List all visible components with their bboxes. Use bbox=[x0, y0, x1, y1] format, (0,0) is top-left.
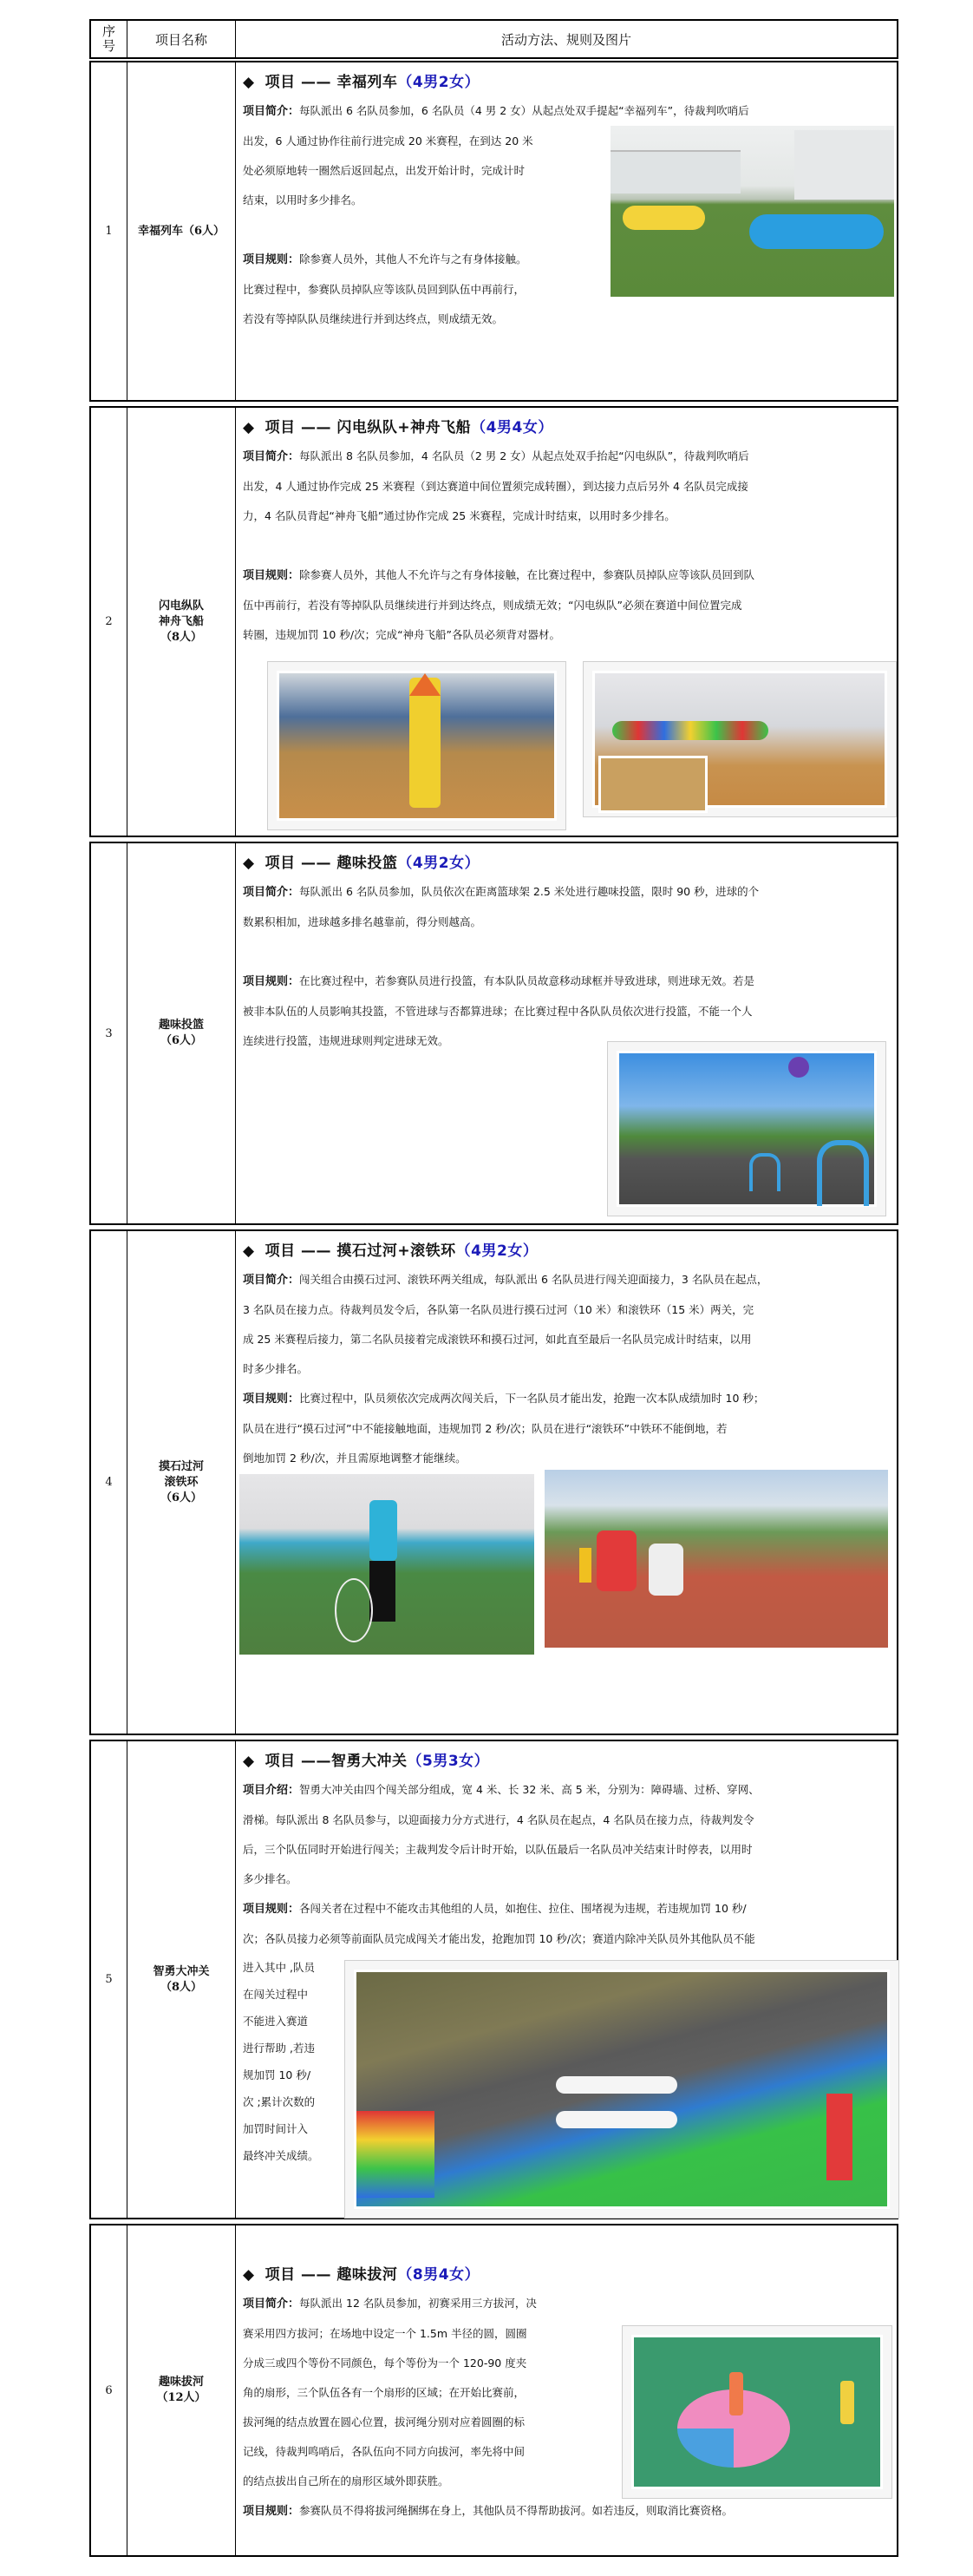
intro-text: 项目简介：闯关组合由摸石过河、滚铁环两关组成，每队派出 6 名队员进行闯关迎面接力，3 名队员在起点， bbox=[243, 1273, 768, 1287]
item-title: ◆ 项目 —— 闪电纵队+神舟飞船（4男4女） bbox=[243, 419, 553, 436]
table-row bbox=[89, 61, 898, 402]
table-row bbox=[89, 1740, 898, 2219]
diamond-icon: ◆ bbox=[243, 1753, 255, 1770]
intro-text: 项目简介：每队派出 12 名队员参加，初赛采用三方拔河，决 bbox=[243, 2297, 537, 2311]
diamond-icon: ◆ bbox=[243, 2266, 255, 2284]
row-name: 摸石过河 滚铁环 （6人） bbox=[127, 1231, 236, 1734]
team-composition: （4男2女） bbox=[455, 1242, 539, 1260]
row-name: 趣味拔河 （12人） bbox=[127, 2225, 236, 2555]
row-number: 6 bbox=[91, 2225, 127, 2555]
row-number: 1 bbox=[91, 62, 127, 400]
intro-text: 项目简介：每队派出 8 名队员参加，4 名队员（2 男 2 女）从起点处双手抬起“闪电纵队”，待裁判吹哨后 bbox=[243, 449, 749, 463]
item-title: ◆ 项目 —— 摸石过河+滚铁环（4男2女） bbox=[243, 1242, 539, 1260]
rule-text: 项目规则：各闯关者在过程中不能攻击其他组的人员，如抱住、拉住、围堵视为违规，若违规加罚 10 秒/ bbox=[243, 1902, 747, 1916]
row-name: 幸福列车（6人） bbox=[127, 62, 236, 400]
row-name: 趣味投篮 （6人） bbox=[127, 843, 236, 1223]
row-number: 2 bbox=[91, 408, 127, 836]
diamond-icon: ◆ bbox=[243, 419, 255, 436]
rule-text-narrow: 进入其中 ,队员 在闯关过程中 不能进入赛道 进行帮助 ,若违 规加罚 10 秒/ 次 ;累计次数的 加罚时间计入 最终冲关成绩。 bbox=[243, 1961, 319, 2162]
photo-rocket bbox=[267, 661, 566, 830]
photo-happy-train bbox=[611, 126, 894, 297]
row-number: 5 bbox=[91, 1741, 127, 2218]
rule-text: 项目规则：参赛队员不得将拔河绳捆绑在身上，其他队员不得帮助拔河。如若违反，则取消比赛资格。 bbox=[243, 2504, 734, 2518]
row-content: ◆ 项目 —— 闪电纵队+神舟飞船（4男4女） 项目简介：每队派出 8 名队员参加，4 名队员（2 男 2 女）从起点处双手抬起“闪电纵队”，待裁判吹哨后 出发，4 人通过协作完成 25 米赛程（到达赛道中间位置须完成转圈），到达接力点后另外 4 名队员完成接 力，4 名队员背起“神舟飞船”通过协作完成 25 米赛程，完成计时结束，以用时多少排名。 项目规则：除参赛人员外，其他人不允许与之有身体接触，在比赛过程中，参赛队员掉队应等该队员回到队 伍中再前行，若没有等掉队队员继续进行并到达终点，则成绩无效；“闪电纵队”必须在赛道中间位置完成 转圈，违规加罚 10 秒/次；完成“神舟飞船”各队员必须背对器材。 bbox=[236, 408, 897, 836]
diamond-icon: ◆ bbox=[243, 74, 255, 91]
photo-obstacle-course bbox=[344, 1960, 899, 2219]
item-title: ◆ 项目 ——智勇大冲关（5男3女） bbox=[243, 1753, 490, 1770]
item-title: ◆ 项目 —— 幸福列车（4男2女） bbox=[243, 74, 480, 91]
intro-text: 项目简介：每队派出 6 名队员参加，6 名队员（4 男 2 女）从起点处双手提起“幸福列车”，待裁判吹哨后 bbox=[243, 104, 749, 118]
diamond-icon: ◆ bbox=[243, 855, 255, 872]
team-composition: （4男2女） bbox=[397, 74, 480, 91]
row-content: ◆ 项目 —— 幸福列车（4男2女） 项目简介：每队派出 6 名队员参加，6 名队员（4 男 2 女）从起点处双手提起“幸福列车”，待裁判吹哨后 出发，6 人通过协作往前行进完成 20 米赛程，在到达 20 米 处必须原地转一圈然后返回起点，出发开始计时，完成计时 结束，以用时多少排名。 项目规则：除参赛人员外，其他人不允许与之有身体接触。 比赛过程中，参赛队员掉队应等该队员回到队伍中再前行， 若没有等掉队队员继续进行并到达终点，则成绩无效。 bbox=[236, 62, 897, 400]
intro-text: 项目介绍：智勇大冲关由四个闯关部分组成，宽 4 米、长 32 米、高 5 米，分别为：障碍墙、过桥、穿网、 bbox=[243, 1783, 760, 1797]
row-content: ◆ 项目 —— 趣味投篮（4男2女） 项目简介：每队派出 6 名队员参加，队员依次在距离篮球架 2.5 米处进行趣味投篮，限时 90 秒，进球的个 数累积相加，进球越多排名越靠前，得分则越高。 项目规则：在比赛过程中，若参赛队员进行投篮，有本队队员故意移动球框并导致进球，则进球无效。若是 被非本队伍的人员影响其投篮，不管进球与否都算进球；在比赛过程中各队队员依次进行投篮，不能一个人 连续进行投篮，违规进球则判定进球无效。 bbox=[236, 843, 897, 1223]
team-composition: （4男4女） bbox=[471, 419, 553, 436]
rule-text: 项目规则：比赛过程中，队员须依次完成两次闯关后，下一名队员才能出发，抢跑一次本队成绩加时 10 秒； bbox=[243, 1392, 765, 1406]
photo-stone-crossing bbox=[545, 1470, 888, 1648]
photo-iron-hoop bbox=[239, 1474, 534, 1655]
rule-text: 项目规则：除参赛人员外，其他人不允许与之有身体接触，在比赛过程中，参赛队员掉队应等该队员回到队 bbox=[243, 568, 755, 582]
table-row bbox=[89, 2224, 898, 2557]
row-number: 4 bbox=[91, 1231, 127, 1734]
row-content: ◆ 项目 ——智勇大冲关（5男3女） 项目介绍：智勇大冲关由四个闯关部分组成，宽 4 米、长 32 米、高 5 米，分别为：障碍墙、过桥、穿网、 滑梯。每队派出 8 名队员参与，以迎面接力分方式进行，4 名队员在起点，4 名队员在接力点，待裁判发令 后，三个队伍同时开始进行闯关；主裁判发令后计时开始，以队伍最后一名队员冲关结束计时停表，以用时 多少排名。 项目规则：各闯关者在过程中不能攻击其他组的人员，如抱住、拉住、围堵视为违规，若违规加罚 10 秒/ 次；各队员接力必须等前面队员完成闯关才能出发，抢跑加罚 10 秒/次；赛道内除冲关队员外其他队员不能 进入其中 ,队员 在闯关过程中 不能进入赛道 进行帮助 ,若违 规加罚 10 秒/ 次 ;累计次数的 加罚时间计入 最终冲关成绩。 bbox=[236, 1741, 897, 2218]
intro-text: 项目简介：每队派出 6 名队员参加，队员依次在距离篮球架 2.5 米处进行趣味投篮，限时 90 秒，进球的个 bbox=[243, 885, 760, 899]
row-content: ◆ 项目 —— 趣味拔河（8男4女） 项目简介：每队派出 12 名队员参加，初赛采用三方拔河，决 赛采用四方拔河；在场地中设定一个 1.5m 半径的圆，圆圈 分成三或四个等份不同颜色，每个等份为一个 120-90 度夹 角的扇形，三个队伍各有一个扇形的区域；在开始比赛前， 拔河绳的结点放置在圆心位置，拔河绳分别对应着圆圈的标 记线，待裁判鸣哨后，各队伍向不同方向拔河，率先将中间 的结点拔出自己所在的扇形区域外即获胜。 项目规则：参赛队员不得将拔河绳捆绑在身上，其他队员不得帮助拔河。如若违反，则取消比赛资格。 bbox=[236, 2225, 897, 2555]
team-composition: （8男4女） bbox=[397, 2266, 480, 2284]
team-composition: （4男2女） bbox=[397, 855, 480, 872]
item-title: ◆ 项目 —— 趣味拔河（8男4女） bbox=[243, 2266, 480, 2284]
table-row bbox=[89, 842, 898, 1225]
row-content: ◆ 项目 —— 摸石过河+滚铁环（4男2女） 项目简介：闯关组合由摸石过河、滚铁环两关组成，每队派出 6 名队员进行闯关迎面接力，3 名队员在起点， 3 名队员在接力点。待裁判员发令后，各队第一名队员进行摸石过河（10 米）和滚铁环（15 米）两关，完 成 25 米赛程后接力，第二名队员接着完成滚铁环和摸石过河，如此直至最后一名队员完成计时结束，以用 时多少排名。 项目规则：比赛过程中，队员须依次完成两次闯关后，下一名队员才能出发，抢跑一次本队成绩加时 10 秒； 队员在进行“摸石过河”中不能接触地面，违规加罚 2 秒/次；队员在进行“滚铁环”中铁环不能倒地，若 倒地加罚 2 秒/次，并且需原地调整才能继续。 bbox=[236, 1231, 897, 1734]
rule-text: 项目规则：在比赛过程中，若参赛队员进行投篮，有本队队员故意移动球框并导致进球，则进球无效。若是 bbox=[243, 974, 755, 988]
header-desc: 活动方法、规则及图片 bbox=[500, 31, 631, 48]
photo-caterpillar bbox=[583, 661, 897, 817]
table-row bbox=[89, 1229, 898, 1735]
item-title: ◆ 项目 —— 趣味投篮（4男2女） bbox=[243, 855, 480, 872]
row-number: 3 bbox=[91, 843, 127, 1223]
team-composition: （5男3女） bbox=[407, 1753, 490, 1770]
photo-tug-of-war bbox=[622, 2325, 892, 2499]
table-row bbox=[89, 406, 898, 837]
photo-basketball bbox=[607, 1041, 886, 1216]
header-name: 项目名称 bbox=[127, 21, 236, 57]
header-seq: 序号 bbox=[91, 21, 127, 57]
row-name: 智勇大冲关 （8人） bbox=[127, 1741, 236, 2218]
diamond-icon: ◆ bbox=[243, 1242, 255, 1260]
row-name: 闪电纵队 神舟飞船 （8人） bbox=[127, 408, 236, 836]
rule-text: 项目规则：除参赛人员外，其他人不允许与之有身体接触。 bbox=[243, 252, 527, 266]
table-header bbox=[89, 19, 898, 59]
